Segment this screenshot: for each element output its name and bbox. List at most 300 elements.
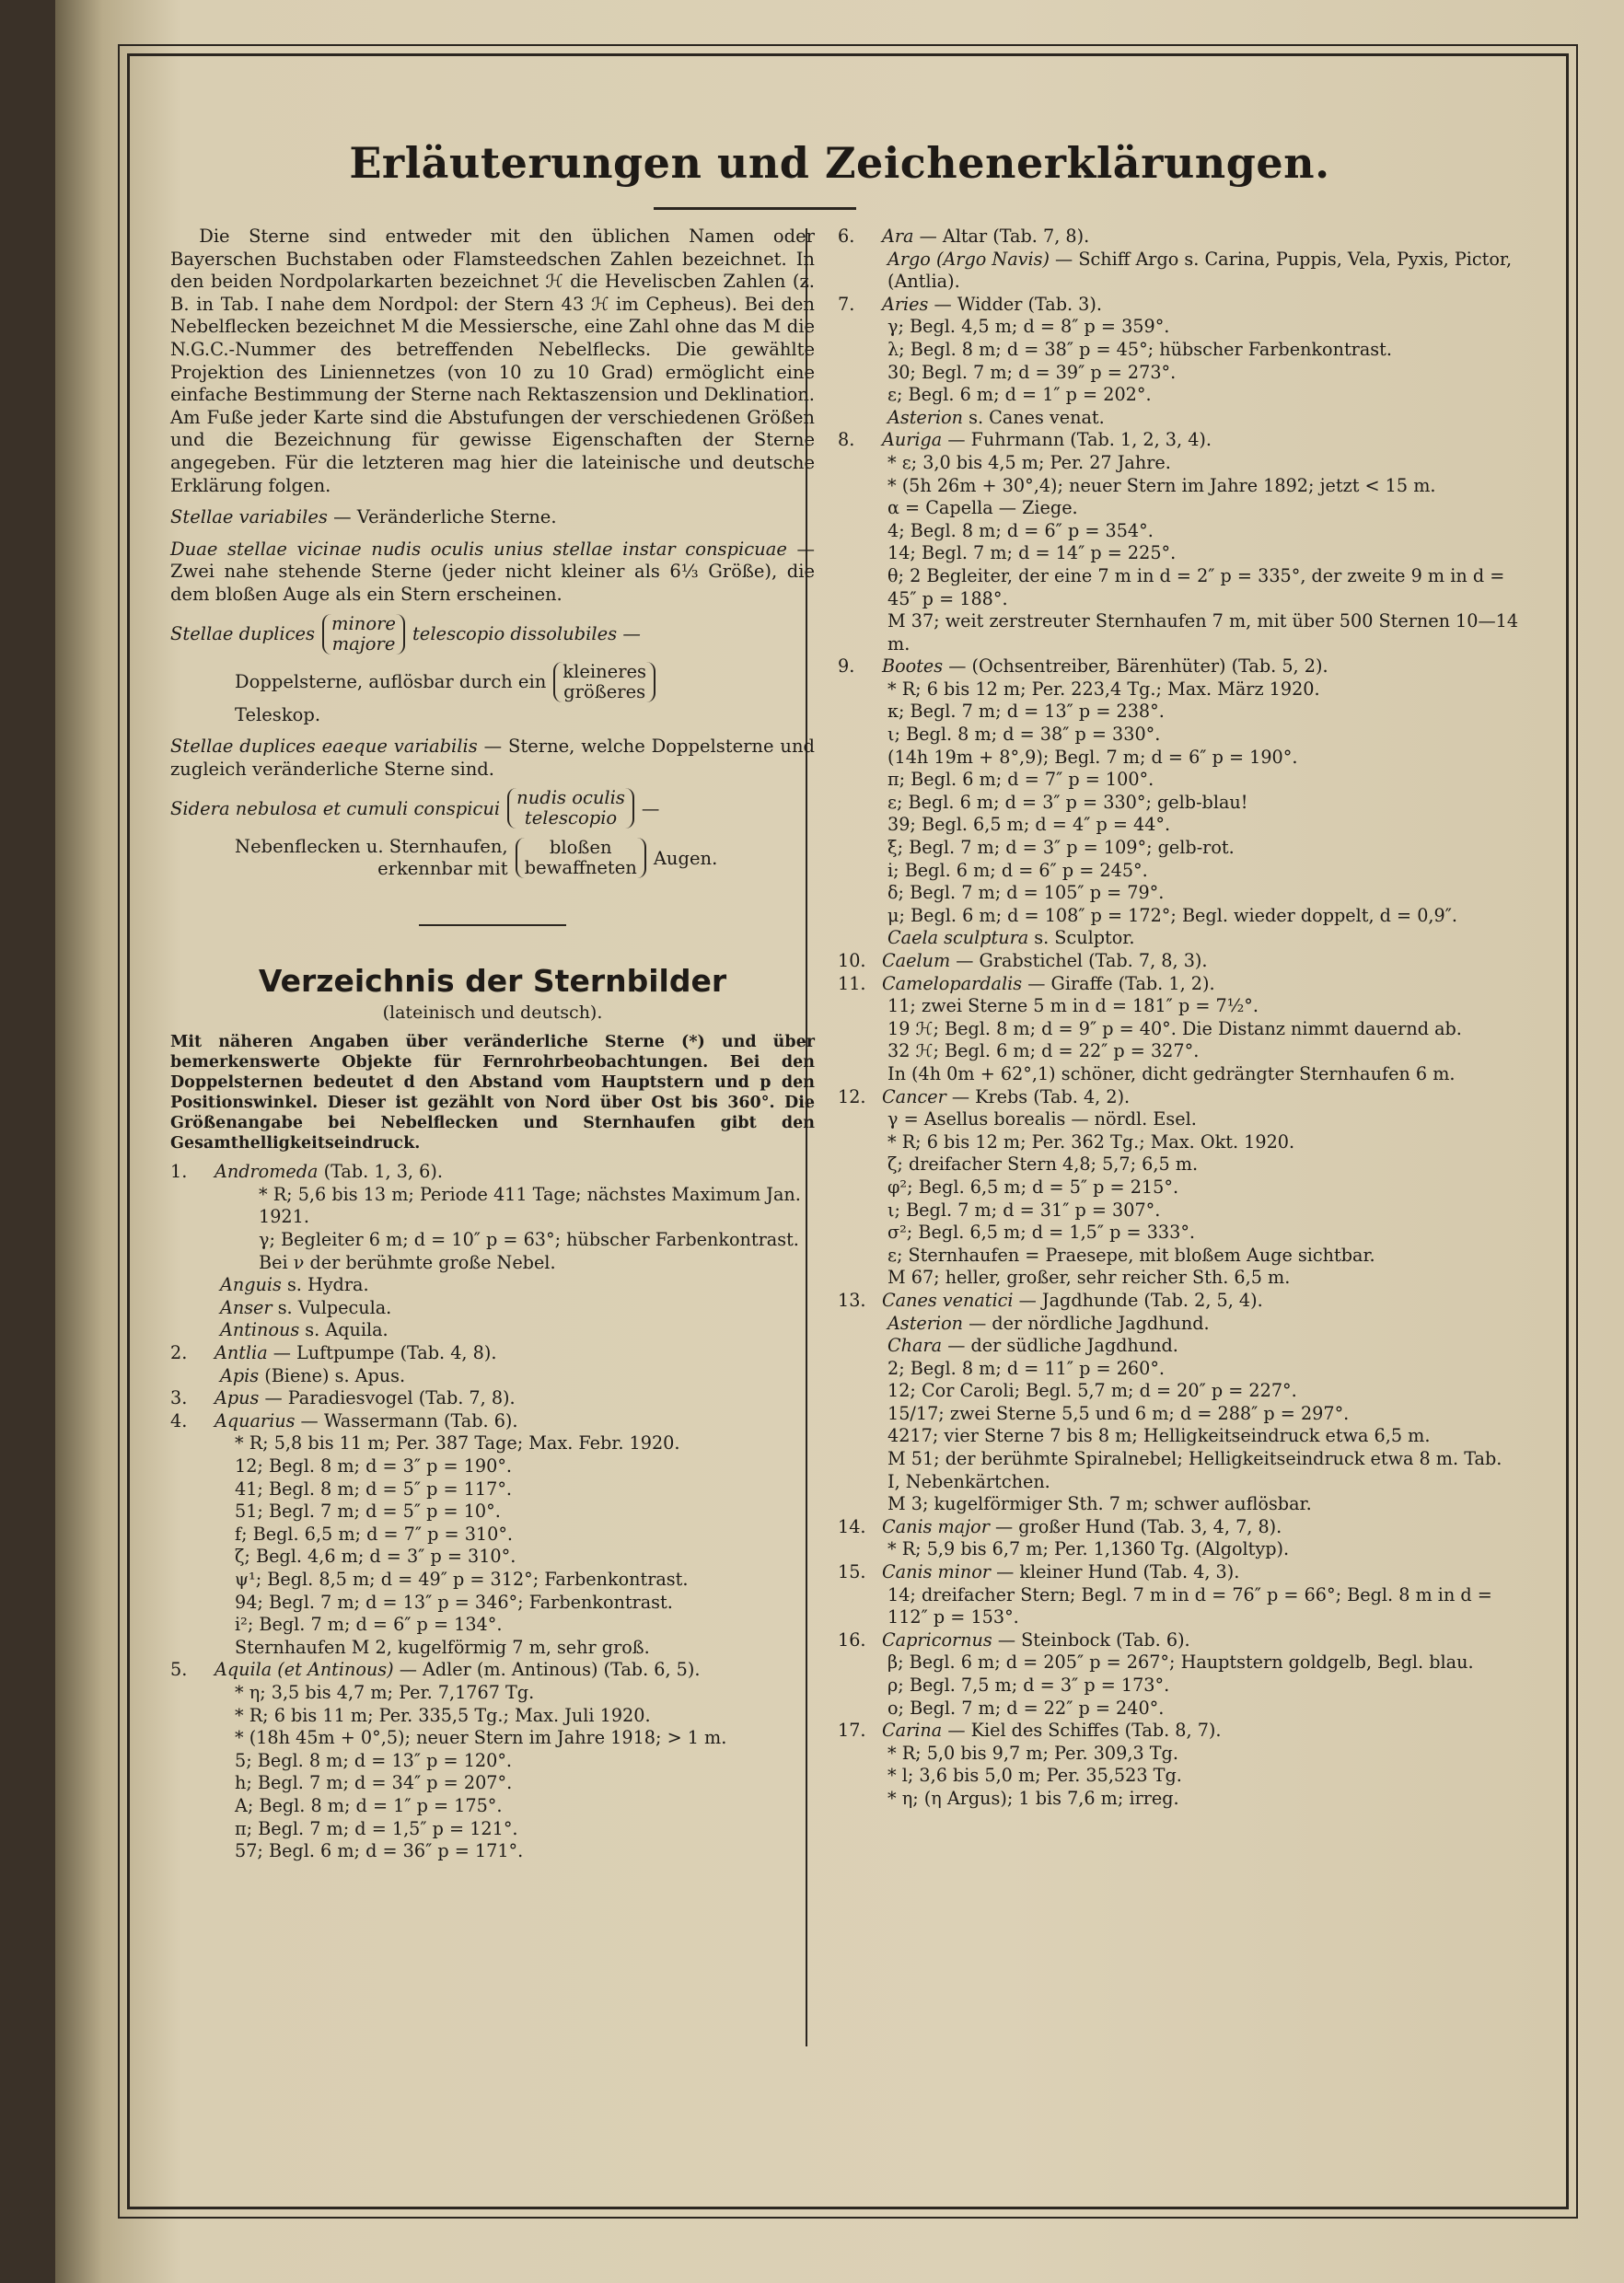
entry-number <box>170 1252 215 1275</box>
legend-nebula-latin: Sidera nebulosa et cumuli conspicui <box>170 797 501 819</box>
legend-nebula-bewaffneten: bewaffneten <box>524 857 637 879</box>
left-column <box>170 226 815 1863</box>
entry-number <box>838 905 882 928</box>
constellation-entry <box>838 294 1519 317</box>
entry-detail-line <box>838 927 1519 950</box>
entry-detail-line <box>838 475 1519 498</box>
legend-dupvar-german: — Sterne, welche Doppelsterne und zugleich veränderliche Sterne sind. <box>170 736 816 780</box>
entry-text: * η; (η Argus); 1 bis 7,6 m; irreg. <box>887 1787 1179 1809</box>
legend-nebula-german-1: Nebenflecken u. Sternhaufen, <box>235 836 508 858</box>
constellation-description: — Fuhrmann (Tab. 1, 2, 3, 4). <box>942 429 1212 451</box>
entry-number <box>838 339 882 362</box>
constellation-list-left <box>170 1161 815 1862</box>
constellation-description: s. Sculptor. <box>1028 927 1135 949</box>
constellation-description: — Wassermann (Tab. 6). <box>295 1409 518 1431</box>
constellation-name: Asterion <box>887 406 963 428</box>
constellation-name: Bootes <box>882 655 944 678</box>
entry-detail-line <box>170 1818 815 1841</box>
entry-text <box>882 1561 1239 1584</box>
entry-detail-line <box>838 610 1519 655</box>
entry-number <box>170 1274 215 1297</box>
entry-detail-line <box>838 1040 1519 1063</box>
entry-detail-line <box>838 905 1519 928</box>
constellation-list-right <box>838 226 1519 1811</box>
constellation-name: Cancer <box>882 1085 946 1107</box>
entry-number <box>170 1772 215 1795</box>
constellation-name: Aquarius <box>215 1409 296 1431</box>
constellation-description: — Schiff Argo s. Carina, Puppis, Vela, Pyxis, Pictor, (Antlia). <box>887 248 1513 293</box>
constellation-description: (Biene) s. Apus. <box>259 1364 406 1386</box>
entry-detail-line <box>838 339 1519 362</box>
entry-detail-line <box>170 1432 815 1455</box>
entry-number <box>838 610 882 655</box>
entry-number: 5. <box>170 1659 188 1681</box>
entry-number <box>170 1455 215 1478</box>
entry-number <box>838 1584 882 1629</box>
entry-detail-line <box>838 452 1519 475</box>
entry-detail-line <box>838 1063 1519 1086</box>
entry-detail-line <box>838 701 1519 724</box>
legend-nebula-brace <box>507 788 634 829</box>
entry-text: ρ; Begl. 7,5 m; d = 3″ p = 173°. <box>887 1675 1170 1696</box>
constellation-name: Asterion <box>887 1312 963 1334</box>
entry-detail-line <box>170 1252 815 1275</box>
entry-detail-line <box>838 814 1519 837</box>
entry-number: 3. <box>170 1387 188 1409</box>
constellation-description: — Widder (Tab. 3). <box>928 293 1102 315</box>
entry-number <box>838 678 882 701</box>
entry-number <box>838 1267 882 1290</box>
entry-text <box>882 249 1519 294</box>
entry-number <box>170 1840 215 1863</box>
entry-detail-line <box>838 1584 1519 1629</box>
entry-text <box>215 1387 516 1410</box>
entry-number <box>838 452 882 475</box>
entry-text: 51; Begl. 7 m; d = 5″ p = 10°. <box>235 1501 501 1523</box>
entry-number: 13. <box>838 1289 866 1311</box>
entry-text <box>215 1297 391 1320</box>
entry-number <box>170 1546 215 1569</box>
entry-number: 2. <box>170 1342 188 1364</box>
entry-text <box>882 429 1212 452</box>
entry-number <box>838 724 882 747</box>
entry-text <box>215 1365 405 1388</box>
constellation-name: Antinous <box>220 1319 300 1341</box>
entry-number <box>838 814 882 837</box>
entry-text: * ε; 3,0 bis 4,5 m; Per. 27 Jahre. <box>887 451 1171 473</box>
entry-text: * (18h 45m + 0°,5); neuer Stern im Jahre 1918; > 1 m. <box>235 1727 727 1749</box>
entry-text: 12; Cor Caroli; Begl. 5,7 m; d = 20″ p = 227°. <box>887 1380 1297 1402</box>
entry-text: ε; Sternhaufen = Praesepe, mit bloßem Auge sichtbar. <box>887 1244 1375 1266</box>
entry-number <box>838 1765 882 1788</box>
constellation-name: Aquila (et Antinous) <box>215 1659 394 1681</box>
constellation-description: — der südliche Jagdhund. <box>942 1335 1178 1357</box>
entry-number: 15. <box>838 1561 866 1583</box>
constellation-description: — (Ochsentreiber, Bärenhüter) (Tab. 5, 2). <box>943 655 1328 678</box>
entry-number <box>838 882 882 905</box>
legend-variable <box>170 506 815 529</box>
legend-duplices-majore: majore <box>331 632 396 655</box>
entry-number <box>838 565 882 610</box>
entry-detail-line <box>838 1538 1519 1561</box>
entry-number <box>838 542 882 565</box>
entry-text: * (5h 26m + 30°,4); neuer Stern im Jahre 1892; jetzt < 15 m. <box>887 474 1436 496</box>
entry-number <box>838 1651 882 1675</box>
entry-text: φ²; Begl. 6,5 m; d = 5″ p = 215°. <box>887 1176 1179 1198</box>
entry-detail-line <box>838 769 1519 792</box>
constellation-description: s. Aquila. <box>299 1319 389 1341</box>
entry-number <box>838 1108 882 1131</box>
legend-duplices-minore: minore <box>331 612 396 634</box>
entry-number <box>838 1448 882 1493</box>
legend-nebula-telescopio: telescopio <box>524 807 618 829</box>
legend-nebula-eye-brace <box>516 838 646 878</box>
entry-detail-line <box>838 565 1519 610</box>
entry-number <box>170 1501 215 1524</box>
entry-text: 14; dreifacher Stern; Begl. 7 m in d = 76″ p = 66°; Begl. 8 m in d = 112″ p = 153°. <box>887 1583 1492 1628</box>
entry-number <box>170 1432 215 1455</box>
constellation-name: Caela sculptura <box>887 927 1029 949</box>
constellation-entry <box>838 655 1519 678</box>
entry-text: γ; Begleiter 6 m; d = 10″ p = 63°; hübscher Farbenkontrast. <box>259 1229 799 1251</box>
constellation-name: Apus <box>215 1387 260 1409</box>
entry-number <box>838 1153 882 1176</box>
entry-detail-line <box>170 1614 815 1637</box>
entry-text: Sternhaufen M 2, kugelförmig 7 m, sehr groß. <box>235 1636 650 1658</box>
entry-text: i²; Begl. 7 m; d = 6″ p = 134°. <box>235 1614 503 1636</box>
legend-duplices-size-brace <box>553 662 655 702</box>
entry-text: σ²; Begl. 6,5 m; d = 1,5″ p = 333°. <box>887 1222 1196 1244</box>
entry-detail-line <box>838 724 1519 747</box>
constellation-description: — Kiel des Schiffes (Tab. 8, 7). <box>942 1720 1222 1742</box>
entry-text: 14; Begl. 7 m; d = 14″ p = 225°. <box>887 542 1177 564</box>
entry-detail-line <box>838 1176 1519 1199</box>
constellation-description: s. Canes venat. <box>963 406 1105 428</box>
entry-text: γ = Asellus borealis — nördl. Esel. <box>887 1108 1197 1130</box>
entry-detail-line <box>170 1569 815 1592</box>
entry-number: 1. <box>170 1161 188 1183</box>
entry-text <box>215 1274 369 1297</box>
constellation-name: Ara <box>882 226 914 247</box>
entry-number <box>838 1040 882 1063</box>
constellation-description: — Luftpumpe (Tab. 4, 8). <box>267 1342 497 1364</box>
legend-variable-german: — Veränderliche Sterne. <box>327 506 557 528</box>
entry-number <box>170 1297 215 1320</box>
entry-detail-line <box>170 1750 815 1773</box>
entry-detail-line <box>838 1199 1519 1223</box>
entry-number <box>838 1131 882 1154</box>
entry-number <box>170 1229 215 1252</box>
entry-number <box>838 995 882 1018</box>
entry-number: 12. <box>838 1085 866 1107</box>
entry-detail-line <box>838 1153 1519 1176</box>
entry-detail-line <box>838 747 1519 770</box>
entry-detail-line <box>838 316 1519 339</box>
entry-number <box>838 1176 882 1199</box>
entry-number <box>838 837 882 860</box>
entry-detail-line <box>838 792 1519 815</box>
entry-text <box>215 1410 518 1433</box>
entry-number <box>838 1675 882 1698</box>
entry-number: 7. <box>838 293 855 315</box>
legend-nebula-blossen: bloßen <box>549 837 612 859</box>
entry-number <box>170 1592 215 1615</box>
entry-text: * R; 5,0 bis 9,7 m; Per. 309,3 Tg. <box>887 1742 1178 1764</box>
entry-number <box>170 1727 215 1750</box>
constellation-description: — der nördliche Jagdhund. <box>963 1312 1210 1334</box>
legend-nebula-german-2: erkennbar mit <box>377 858 508 880</box>
entry-text: In (4h 0m + 62°,1) schöner, dicht gedrängter Sternhaufen 6 m. <box>887 1062 1456 1084</box>
entry-text: Bei ν der berühmte große Nebel. <box>259 1251 556 1273</box>
constellation-entry <box>838 950 1519 973</box>
entry-number: 17. <box>838 1720 866 1742</box>
entry-number <box>838 860 882 883</box>
entry-text: π; Begl. 7 m; d = 1,5″ p = 121°. <box>235 1817 518 1839</box>
constellation-name: Caelum <box>882 950 951 971</box>
entry-number <box>838 1313 882 1336</box>
entry-number <box>170 1818 215 1841</box>
entry-number <box>838 497 882 520</box>
entry-number <box>170 1478 215 1501</box>
entry-number <box>838 1380 882 1403</box>
entry-detail-line <box>838 362 1519 385</box>
entry-number <box>838 1788 882 1811</box>
constellation-entry <box>838 1086 1519 1109</box>
entry-text: i; Begl. 6 m; d = 6″ p = 245°. <box>887 859 1148 881</box>
entry-detail-line <box>170 1365 815 1388</box>
entry-number <box>838 520 882 543</box>
entry-detail-line <box>170 1274 815 1297</box>
entry-text: 15/17; zwei Sterne 5,5 und 6 m; d = 288″ p = 297°. <box>887 1402 1350 1424</box>
constellation-description: — kleiner Hund (Tab. 4, 3). <box>990 1561 1240 1583</box>
entry-detail-line <box>838 1765 1519 1788</box>
entry-detail-line <box>838 837 1519 860</box>
constellation-name: Canis major <box>882 1515 990 1537</box>
entry-detail-line <box>838 497 1519 520</box>
entry-text: ζ; Begl. 4,6 m; d = 3″ p = 310°. <box>235 1546 516 1568</box>
entry-number <box>838 1493 882 1516</box>
right-column <box>838 226 1519 1811</box>
entry-detail-line <box>838 1448 1519 1493</box>
constellation-entry <box>838 1561 1519 1584</box>
constellation-entry <box>170 1659 815 1682</box>
legend-nebula-nudis: nudis oculis <box>516 787 625 809</box>
entry-detail-line <box>838 1493 1519 1516</box>
constellation-description: — Adler (m. Antinous) (Tab. 6, 5). <box>393 1659 701 1681</box>
entry-text: h; Begl. 7 m; d = 34″ p = 207°. <box>235 1772 513 1794</box>
entry-detail-line <box>838 860 1519 883</box>
entry-text: β; Begl. 6 m; d = 205″ p = 267°; Hauptstern goldgelb, Begl. blau. <box>887 1651 1474 1674</box>
entry-number <box>838 1245 882 1268</box>
entry-text <box>215 1161 443 1184</box>
legend-duae <box>170 539 815 607</box>
entry-text <box>882 1720 1222 1743</box>
legend-duplices-kleineres: kleineres <box>563 660 647 682</box>
entry-number: 10. <box>838 950 866 971</box>
entry-text: 12; Begl. 8 m; d = 3″ p = 190°. <box>235 1455 513 1477</box>
entry-text <box>882 1335 1178 1358</box>
constellation-name: Canes venatici <box>882 1289 1014 1311</box>
entry-text <box>882 1313 1210 1336</box>
constellation-name: Apis <box>220 1364 260 1386</box>
entry-text: 94; Begl. 7 m; d = 13″ p = 346°; Farbenkontrast. <box>235 1591 673 1613</box>
entry-number <box>838 769 882 792</box>
entry-number: 9. <box>838 655 855 678</box>
entry-text <box>882 1629 1190 1652</box>
entry-text <box>882 927 1134 950</box>
entry-text: * η; 3,5 bis 4,7 m; Per. 7,1767 Tg. <box>235 1681 535 1703</box>
entry-detail-line <box>838 407 1519 430</box>
entry-text: (14h 19m + 8°,9); Begl. 7 m; d = 6″ p = 190°. <box>887 746 1298 768</box>
constellation-description: — Krebs (Tab. 4, 2). <box>945 1085 1131 1107</box>
entry-text <box>882 1516 1282 1539</box>
entry-text: ζ; dreifacher Stern 4,8; 5,7; 6,5 m. <box>887 1153 1199 1176</box>
entry-text: 39; Begl. 6,5 m; d = 4″ p = 44°. <box>887 814 1171 836</box>
section-separator <box>419 924 566 926</box>
entry-detail-line <box>170 1524 815 1547</box>
entry-number <box>170 1682 215 1705</box>
entry-detail-line <box>170 1478 815 1501</box>
constellation-description: s. Hydra. <box>281 1274 369 1296</box>
entry-text: f; Begl. 6,5 m; d = 7″ p = 310°. <box>235 1523 514 1545</box>
entry-text: π; Begl. 6 m; d = 7″ p = 100°. <box>887 769 1154 791</box>
constellation-entry <box>170 1387 815 1410</box>
entry-number <box>838 384 882 407</box>
constellation-description: (Tab. 1, 3, 6). <box>318 1161 443 1183</box>
entry-text: * R; 5,9 bis 6,7 m; Per. 1,1360 Tg. (Algoltyp). <box>887 1538 1290 1560</box>
entry-text: θ; 2 Begleiter, der eine 7 m in d = 2″ p = 335°, der zweite 9 m in d = 45″ p = 188°. <box>887 564 1505 609</box>
constellation-name: Anguis <box>220 1274 282 1296</box>
title-underline <box>654 207 856 210</box>
entry-number <box>838 1222 882 1245</box>
entry-number <box>838 1335 882 1358</box>
constellation-description: — Steinbock (Tab. 6). <box>992 1628 1190 1651</box>
entry-number <box>170 1637 215 1660</box>
entry-detail-line <box>838 1267 1519 1290</box>
constellation-entry <box>170 1161 815 1184</box>
entry-text: M 37; weit zerstreuter Sternhaufen 7 m, mit über 500 Sternen 10—14 m. <box>887 610 1519 655</box>
entry-number <box>838 407 882 430</box>
entry-detail-line <box>838 1018 1519 1041</box>
entry-detail-line <box>838 678 1519 701</box>
entry-detail-line <box>170 1772 815 1795</box>
entry-text <box>215 1342 496 1365</box>
section-heading: Verzeichnis der Sternbilder <box>258 963 727 1000</box>
section-subheading: (lateinisch und deutsch). <box>382 1002 603 1024</box>
entry-number: 16. <box>838 1628 866 1651</box>
entry-number <box>170 1569 215 1592</box>
entry-text: 4; Begl. 8 m; d = 6″ p = 354°. <box>887 519 1154 541</box>
entry-text: ξ; Begl. 7 m; d = 3″ p = 109°; gelb-rot. <box>887 837 1235 859</box>
entry-number <box>170 1319 215 1342</box>
entry-detail-line <box>838 1403 1519 1426</box>
entry-detail-line <box>170 1682 815 1705</box>
constellation-name: Carina <box>882 1720 943 1742</box>
constellation-name: Canis minor <box>882 1561 991 1583</box>
book-page <box>55 0 1624 2283</box>
entry-detail-line <box>838 520 1519 543</box>
legend-duplices-german-row <box>170 662 815 702</box>
entry-text <box>215 1659 700 1682</box>
constellation-name: Chara <box>887 1335 943 1357</box>
entry-detail-line <box>170 1501 815 1524</box>
entry-text: μ; Begl. 6 m; d = 108″ p = 172°; Begl. wieder doppelt, d = 0,9″. <box>887 904 1457 926</box>
entry-text: ι; Begl. 7 m; d = 31″ p = 307°. <box>887 1199 1161 1221</box>
entry-text: δ; Begl. 7 m; d = 105″ p = 79°. <box>887 882 1165 904</box>
entry-text: M 51; der berühmte Spiralnebel; Helligkeitseindruck etwa 8 m. Tab. I, Nebenkärtchen. <box>887 1448 1502 1492</box>
entry-text: 4217; vier Sterne 7 bis 8 m; Helligkeitseindruck etwa 6,5 m. <box>887 1425 1431 1447</box>
entry-text: A; Begl. 8 m; d = 1″ p = 175°. <box>235 1794 503 1816</box>
constellation-entry <box>170 1410 815 1433</box>
legend-dupvar-latin: Stellae duplices eaeque variabilis <box>170 736 478 758</box>
constellation-name: Andromeda <box>215 1161 319 1183</box>
entry-text: 30; Begl. 7 m; d = 39″ p = 273°. <box>887 361 1177 383</box>
entry-number <box>838 1698 882 1721</box>
constellation-description: — Jagdhunde (Tab. 2, 5, 4). <box>1013 1289 1263 1311</box>
constellation-entry <box>838 1516 1519 1539</box>
legend-nebula-augen: Augen. <box>653 847 718 869</box>
entry-text: M 3; kugelförmiger Sth. 7 m; schwer auflösbar. <box>887 1493 1312 1515</box>
entry-text: α = Capella — Ziege. <box>887 497 1078 519</box>
entry-text <box>882 973 1215 996</box>
entry-number <box>838 1538 882 1561</box>
entry-number <box>170 1705 215 1728</box>
entry-detail-line <box>170 1455 815 1478</box>
entry-detail-line <box>170 1840 815 1863</box>
entry-number <box>838 1063 882 1086</box>
entry-detail-line <box>838 1743 1519 1766</box>
entry-number <box>838 316 882 339</box>
entry-detail-line <box>838 1313 1519 1336</box>
constellation-name: Anser <box>220 1296 273 1318</box>
constellation-description: — großer Hund (Tab. 3, 4, 7, 8). <box>989 1515 1282 1537</box>
entry-text: 57; Begl. 6 m; d = 36″ p = 171°. <box>235 1840 524 1862</box>
entry-detail-line <box>838 1675 1519 1698</box>
entry-detail-line <box>170 1546 815 1569</box>
legend-nebula-german <box>235 836 508 880</box>
entry-text: * R; 5,8 bis 11 m; Per. 387 Tage; Max. Febr. 1920. <box>235 1432 680 1454</box>
entry-detail-line <box>838 1245 1519 1268</box>
entry-number <box>170 1750 215 1773</box>
constellation-entry <box>838 1290 1519 1313</box>
constellation-name: Capricornus <box>882 1628 992 1651</box>
entry-text: 19 ℋ; Begl. 8 m; d = 9″ p = 40°. Die Distanz nimmt dauernd ab. <box>887 1017 1462 1039</box>
constellation-name: Argo (Argo Navis) <box>887 248 1050 270</box>
entry-detail-line <box>838 1131 1519 1154</box>
constellation-description: — Giraffe (Tab. 1, 2). <box>1022 972 1215 994</box>
constellation-entry <box>170 1342 815 1365</box>
entry-detail-line <box>838 1335 1519 1358</box>
entry-detail-line <box>838 882 1519 905</box>
entry-detail-line <box>838 1698 1519 1721</box>
legend-duplices-latin-2: telescopio dissolubiles — <box>412 623 641 644</box>
entry-number <box>838 701 882 724</box>
entry-detail-line <box>170 1592 815 1615</box>
entry-detail-line <box>838 1380 1519 1403</box>
entry-detail-line <box>170 1795 815 1818</box>
entry-text: * R; 5,6 bis 13 m; Periode 411 Tage; nächstes Maximum Jan. 1921. <box>259 1183 801 1228</box>
entry-text: 11; zwei Sterne 5 m in d = 181″ p = 7½°. <box>887 995 1259 1017</box>
entry-text <box>882 655 1328 678</box>
entry-text <box>882 1290 1263 1313</box>
entry-text: * R; 6 bis 12 m; Per. 223,4 Tg.; Max. März 1920. <box>887 678 1320 700</box>
constellation-description: — Altar (Tab. 7, 8). <box>913 226 1090 247</box>
constellation-entry <box>838 973 1519 996</box>
entry-number: 6. <box>838 226 855 247</box>
entry-number <box>170 1795 215 1818</box>
entry-text: 2; Begl. 8 m; d = 11″ p = 260°. <box>887 1357 1166 1379</box>
legend-nebula-latin-row <box>170 788 815 829</box>
